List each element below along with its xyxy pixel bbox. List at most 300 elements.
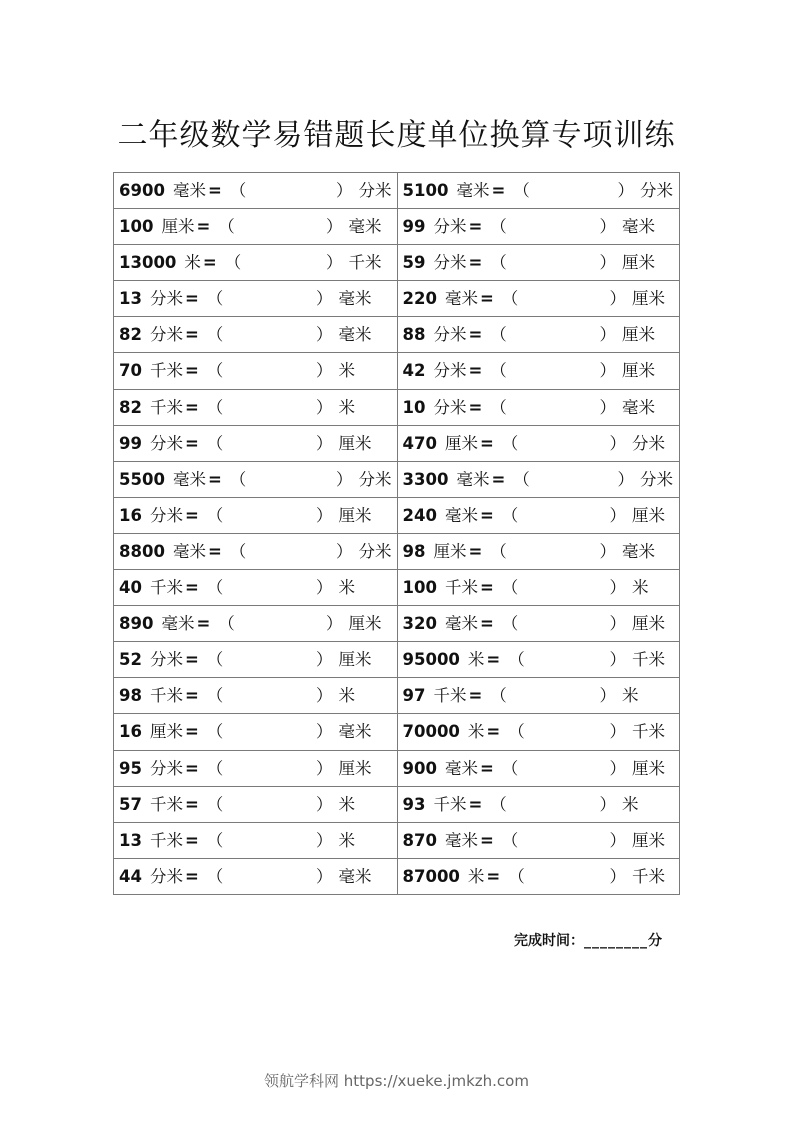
answer-blank[interactable] xyxy=(610,751,666,786)
table-row xyxy=(114,787,680,823)
target-unit: 千米 xyxy=(632,722,665,742)
answer-blank[interactable] xyxy=(316,317,372,352)
source-unit: 毫米 xyxy=(456,469,490,489)
problem-cell-left xyxy=(114,606,398,642)
problem-question xyxy=(119,678,223,713)
left-paren: （ xyxy=(490,397,507,417)
target-unit: 厘米 xyxy=(632,289,665,309)
equals-sign: = xyxy=(468,541,483,561)
left-paren: （ xyxy=(206,830,224,850)
answer-blank[interactable] xyxy=(600,209,656,244)
right-paren: ） xyxy=(599,397,616,417)
target-unit: 米 xyxy=(338,794,355,814)
equals-sign: = xyxy=(184,505,199,525)
right-paren: ） xyxy=(599,794,616,814)
answer-blank[interactable] xyxy=(610,714,666,749)
problem-cell-right xyxy=(398,281,681,317)
left-paren: （ xyxy=(206,686,224,706)
target-unit: 米 xyxy=(622,686,639,706)
right-paren: ） xyxy=(599,253,616,273)
answer-blank[interactable] xyxy=(316,642,372,677)
equals-sign: = xyxy=(207,181,222,200)
left-paren: （ xyxy=(229,541,247,561)
table-row xyxy=(114,859,680,895)
equals-sign: = xyxy=(184,794,199,814)
source-unit: 千米 xyxy=(149,578,183,598)
answer-blank[interactable] xyxy=(600,534,656,569)
problem-question xyxy=(403,570,519,605)
problem-question xyxy=(403,606,519,641)
problem-number: 99 xyxy=(402,217,426,237)
answer-blank[interactable] xyxy=(618,173,674,208)
source-unit: 分米 xyxy=(433,217,467,237)
problem-question xyxy=(403,245,507,280)
right-paren: ） xyxy=(599,217,616,237)
left-paren: （ xyxy=(206,397,224,417)
source-unit: 分米 xyxy=(433,397,467,417)
equals-sign: = xyxy=(468,794,483,814)
answer-blank[interactable] xyxy=(610,570,649,605)
table-row xyxy=(114,353,680,389)
problem-question xyxy=(119,642,223,677)
answer-blank[interactable] xyxy=(316,281,372,316)
problem-cell-left xyxy=(114,353,398,389)
table-row xyxy=(114,245,680,281)
target-unit: 千米 xyxy=(348,253,382,273)
left-paren: （ xyxy=(206,722,224,742)
right-paren: ） xyxy=(336,181,353,200)
equals-sign: = xyxy=(184,650,199,670)
problem-cell-left xyxy=(114,390,398,426)
left-paren: （ xyxy=(490,253,507,273)
target-unit: 米 xyxy=(338,830,355,850)
right-paren: ） xyxy=(316,325,333,345)
target-unit: 厘米 xyxy=(622,253,655,273)
right-paren: ） xyxy=(617,469,634,489)
source-unit: 毫米 xyxy=(444,758,478,778)
target-unit: 厘米 xyxy=(632,758,665,778)
problem-number: 13 xyxy=(119,289,142,309)
left-paren: （ xyxy=(206,758,224,778)
target-unit: 厘米 xyxy=(632,830,665,850)
problem-question xyxy=(119,823,223,858)
table-row xyxy=(114,714,680,750)
source-unit: 分米 xyxy=(149,866,183,886)
left-paren: （ xyxy=(501,505,519,525)
problem-number: 13 xyxy=(119,830,142,850)
answer-blank[interactable] xyxy=(316,678,355,713)
right-paren: ） xyxy=(336,541,353,561)
problem-cell-right xyxy=(398,859,681,895)
answer-blank[interactable] xyxy=(336,462,392,497)
answer-blank[interactable] xyxy=(600,678,639,713)
source-unit: 千米 xyxy=(149,686,183,706)
equals-sign: = xyxy=(479,289,494,309)
problem-number: 470 xyxy=(402,433,437,453)
problem-question xyxy=(403,823,519,858)
problem-cell-left xyxy=(114,317,398,353)
left-paren: （ xyxy=(206,505,224,525)
answer-blank[interactable] xyxy=(316,426,372,461)
right-paren: ） xyxy=(316,650,333,670)
problem-question xyxy=(403,426,519,461)
left-paren: （ xyxy=(501,830,519,850)
problem-question xyxy=(403,714,525,749)
problem-question xyxy=(119,209,235,244)
answer-blank[interactable] xyxy=(600,787,639,822)
target-unit: 厘米 xyxy=(338,433,372,453)
right-paren: ） xyxy=(326,253,343,273)
table-row xyxy=(114,678,680,714)
equals-sign: = xyxy=(468,217,483,237)
answer-blank[interactable] xyxy=(600,390,656,425)
problem-cell-right xyxy=(398,462,681,498)
target-unit: 厘米 xyxy=(338,758,372,778)
source-unit: 毫米 xyxy=(161,614,195,634)
target-unit: 毫米 xyxy=(348,217,382,237)
right-paren: ） xyxy=(326,217,343,237)
right-paren: ） xyxy=(609,433,626,453)
table-row xyxy=(114,209,680,245)
completion-time-blank[interactable]: ________ xyxy=(584,933,648,949)
answer-blank[interactable] xyxy=(316,751,372,786)
source-unit: 毫米 xyxy=(456,181,490,200)
target-unit: 米 xyxy=(338,686,355,706)
problem-number: 97 xyxy=(402,686,426,706)
right-paren: ） xyxy=(326,614,343,634)
answer-blank[interactable] xyxy=(316,353,355,388)
problem-question xyxy=(119,534,246,569)
equals-sign: = xyxy=(479,578,494,598)
equals-sign: = xyxy=(479,830,494,850)
source-unit: 分米 xyxy=(149,325,183,345)
left-paren: （ xyxy=(508,722,525,742)
target-unit: 米 xyxy=(338,361,355,381)
problem-question xyxy=(403,353,507,388)
answer-blank[interactable] xyxy=(326,606,382,641)
left-paren: （ xyxy=(501,578,519,598)
equals-sign: = xyxy=(207,541,222,561)
problem-question xyxy=(403,173,530,208)
right-paren: ） xyxy=(599,541,616,561)
problem-cell-left xyxy=(114,714,398,750)
answer-blank[interactable] xyxy=(336,173,392,208)
exercise-table xyxy=(113,172,680,895)
problem-cell-right xyxy=(398,823,681,859)
right-paren: ） xyxy=(617,181,634,200)
equals-sign: = xyxy=(184,866,199,886)
table-row xyxy=(114,642,680,678)
problem-number: 98 xyxy=(402,541,426,561)
target-unit: 米 xyxy=(632,578,649,598)
problem-number: 8800 xyxy=(119,541,165,561)
answer-blank[interactable] xyxy=(336,534,392,569)
right-paren: ） xyxy=(609,722,626,742)
equals-sign: = xyxy=(479,505,494,525)
problem-cell-right xyxy=(398,498,681,534)
problem-cell-left xyxy=(114,859,398,895)
equals-sign: = xyxy=(184,325,199,345)
problem-question xyxy=(403,751,519,786)
left-paren: （ xyxy=(206,794,224,814)
problem-number: 100 xyxy=(402,578,437,598)
problem-number: 82 xyxy=(119,325,142,345)
left-paren: （ xyxy=(229,469,247,489)
right-paren: ） xyxy=(609,578,626,598)
target-unit: 毫米 xyxy=(622,541,655,561)
answer-blank[interactable] xyxy=(316,390,355,425)
problem-cell-left xyxy=(114,245,398,281)
problem-cell-left xyxy=(114,534,398,570)
left-paren: （ xyxy=(218,217,235,237)
right-paren: ） xyxy=(316,397,333,417)
problem-cell-right xyxy=(398,353,681,389)
problem-number: 220 xyxy=(402,289,437,309)
problem-number: 59 xyxy=(402,253,426,273)
answer-blank[interactable] xyxy=(610,606,666,641)
source-unit: 分米 xyxy=(433,361,467,381)
target-unit: 分米 xyxy=(358,181,392,200)
problem-number: 6900 xyxy=(119,181,165,200)
problem-question xyxy=(403,462,530,497)
source-unit: 米 xyxy=(467,866,485,886)
problem-question xyxy=(119,390,223,425)
equals-sign: = xyxy=(479,614,494,634)
problem-question xyxy=(119,281,223,316)
left-paren: （ xyxy=(224,253,242,273)
target-unit: 米 xyxy=(622,794,639,814)
problem-cell-left xyxy=(114,570,398,606)
left-paren: （ xyxy=(206,289,224,309)
problem-number: 57 xyxy=(119,794,142,814)
left-paren: （ xyxy=(490,361,507,381)
problem-question xyxy=(403,209,507,244)
answer-blank[interactable] xyxy=(610,823,666,858)
source-unit: 毫米 xyxy=(444,289,478,309)
left-paren: （ xyxy=(490,217,507,237)
problem-cell-right xyxy=(398,751,681,787)
source-unit: 分米 xyxy=(433,325,467,345)
left-paren: （ xyxy=(513,181,530,200)
table-row xyxy=(114,281,680,317)
problem-question xyxy=(119,426,223,461)
problem-question xyxy=(119,714,223,749)
right-paren: ） xyxy=(316,686,333,706)
equals-sign: = xyxy=(184,578,199,598)
right-paren: ） xyxy=(609,830,626,850)
problem-number: 82 xyxy=(119,397,142,417)
problem-cell-right xyxy=(398,714,681,750)
equals-sign: = xyxy=(491,469,506,489)
equals-sign: = xyxy=(468,361,483,381)
source-unit: 分米 xyxy=(149,758,183,778)
answer-blank[interactable] xyxy=(326,245,382,280)
source-unit: 分米 xyxy=(149,289,183,309)
answer-blank[interactable] xyxy=(610,642,666,677)
equals-sign: = xyxy=(184,722,199,742)
left-paren: （ xyxy=(501,758,519,778)
target-unit: 分米 xyxy=(640,469,673,489)
left-paren: （ xyxy=(508,866,525,886)
target-unit: 厘米 xyxy=(622,325,655,345)
table-row xyxy=(114,751,680,787)
source-unit: 千米 xyxy=(149,794,183,814)
problem-number: 13000 xyxy=(119,253,177,273)
problem-cell-left xyxy=(114,426,398,462)
problem-cell-left xyxy=(114,498,398,534)
problem-cell-right xyxy=(398,173,681,209)
problem-number: 3300 xyxy=(402,469,449,489)
answer-blank[interactable] xyxy=(316,714,372,749)
equals-sign: = xyxy=(184,397,199,417)
target-unit: 厘米 xyxy=(632,505,665,525)
problem-number: 95000 xyxy=(402,650,460,670)
left-paren: （ xyxy=(206,578,224,598)
problem-question xyxy=(403,390,507,425)
completion-time xyxy=(514,930,662,950)
problem-number: 10 xyxy=(402,397,426,417)
problem-cell-left xyxy=(114,462,398,498)
right-paren: ） xyxy=(316,433,333,453)
problem-number: 93 xyxy=(402,794,426,814)
right-paren: ） xyxy=(316,722,333,742)
left-paren: （ xyxy=(206,866,224,886)
right-paren: ） xyxy=(609,614,626,634)
right-paren: ） xyxy=(609,289,626,309)
problem-cell-right xyxy=(398,570,681,606)
problem-number: 870 xyxy=(402,830,437,850)
left-paren: （ xyxy=(501,614,519,634)
right-paren: ） xyxy=(316,794,333,814)
equals-sign: = xyxy=(202,253,217,273)
equals-sign: = xyxy=(184,361,199,381)
problem-number: 100 xyxy=(119,217,154,237)
answer-blank[interactable] xyxy=(610,498,666,533)
answer-blank[interactable] xyxy=(316,787,355,822)
page-title: 二年级数学易错题长度单位换算专项训练 xyxy=(117,118,676,153)
source-unit: 米 xyxy=(467,650,485,670)
answer-blank[interactable] xyxy=(610,426,666,461)
answer-blank[interactable] xyxy=(610,281,666,316)
problem-number: 40 xyxy=(119,578,142,598)
problem-number: 16 xyxy=(119,722,142,742)
left-paren: （ xyxy=(501,433,519,453)
answer-blank[interactable] xyxy=(316,498,372,533)
left-paren: （ xyxy=(206,325,224,345)
problem-cell-left xyxy=(114,787,398,823)
equals-sign: = xyxy=(468,325,483,345)
equals-sign: = xyxy=(486,866,501,886)
source-unit: 厘米 xyxy=(149,722,183,742)
answer-blank[interactable] xyxy=(316,859,372,894)
table-row xyxy=(114,390,680,426)
right-paren: ） xyxy=(599,686,616,706)
source-unit: 厘米 xyxy=(433,541,467,561)
target-unit: 毫米 xyxy=(622,397,655,417)
right-paren: ） xyxy=(316,866,333,886)
problem-cell-right xyxy=(398,426,681,462)
table-row xyxy=(114,606,680,642)
problem-number: 16 xyxy=(119,505,142,525)
source-unit: 分米 xyxy=(149,433,183,453)
right-paren: ） xyxy=(609,505,626,525)
answer-blank[interactable] xyxy=(600,245,656,280)
left-paren: （ xyxy=(206,361,224,381)
right-paren: ） xyxy=(316,578,333,598)
source-unit: 千米 xyxy=(433,794,467,814)
target-unit: 米 xyxy=(338,578,355,598)
target-unit: 毫米 xyxy=(338,325,372,345)
problem-question xyxy=(119,606,235,641)
problem-cell-right xyxy=(398,390,681,426)
problem-number: 98 xyxy=(119,686,142,706)
problem-question xyxy=(403,498,519,533)
problem-number: 99 xyxy=(119,433,142,453)
answer-blank[interactable] xyxy=(316,570,355,605)
target-unit: 分米 xyxy=(640,181,673,200)
answer-blank[interactable] xyxy=(610,859,666,894)
answer-blank[interactable] xyxy=(316,823,355,858)
right-paren: ） xyxy=(609,758,626,778)
problem-number: 890 xyxy=(119,614,154,634)
problem-cell-left xyxy=(114,751,398,787)
left-paren: （ xyxy=(513,469,530,489)
problem-number: 5500 xyxy=(119,469,165,489)
equals-sign: = xyxy=(486,650,501,670)
answer-blank[interactable] xyxy=(326,209,382,244)
problem-cell-left xyxy=(114,173,398,209)
source-unit: 分米 xyxy=(433,253,467,273)
target-unit: 分米 xyxy=(358,469,392,489)
problem-number: 88 xyxy=(402,325,426,345)
problem-cell-right xyxy=(398,317,681,353)
left-paren: （ xyxy=(490,794,507,814)
source-unit: 分米 xyxy=(149,650,183,670)
equals-sign: = xyxy=(479,758,494,778)
source-unit: 毫米 xyxy=(444,830,478,850)
problem-cell-left xyxy=(114,823,398,859)
source-unit: 米 xyxy=(184,253,201,273)
equals-sign: = xyxy=(196,217,211,237)
problem-cell-right xyxy=(398,606,681,642)
answer-blank[interactable] xyxy=(618,462,674,497)
problem-question xyxy=(119,245,241,280)
problem-question xyxy=(119,859,223,894)
target-unit: 米 xyxy=(338,397,355,417)
right-paren: ） xyxy=(316,758,333,778)
target-unit: 厘米 xyxy=(348,614,382,634)
table-row xyxy=(114,534,680,570)
right-paren: ） xyxy=(609,866,626,886)
target-unit: 厘米 xyxy=(622,361,655,381)
right-paren: ） xyxy=(316,505,333,525)
equals-sign: = xyxy=(184,830,199,850)
problem-number: 900 xyxy=(402,758,437,778)
completion-time-label: 完成时间： xyxy=(514,933,584,949)
left-paren: （ xyxy=(490,686,507,706)
equals-sign: = xyxy=(479,433,494,453)
target-unit: 厘米 xyxy=(338,505,372,525)
answer-blank[interactable] xyxy=(600,353,656,388)
table-row xyxy=(114,498,680,534)
source-unit: 分米 xyxy=(149,505,183,525)
problem-question xyxy=(403,678,507,713)
problem-number: 52 xyxy=(119,650,142,670)
source-unit: 厘米 xyxy=(161,217,195,237)
left-paren: （ xyxy=(206,650,224,670)
answer-blank[interactable] xyxy=(600,317,656,352)
problem-question xyxy=(119,462,246,497)
